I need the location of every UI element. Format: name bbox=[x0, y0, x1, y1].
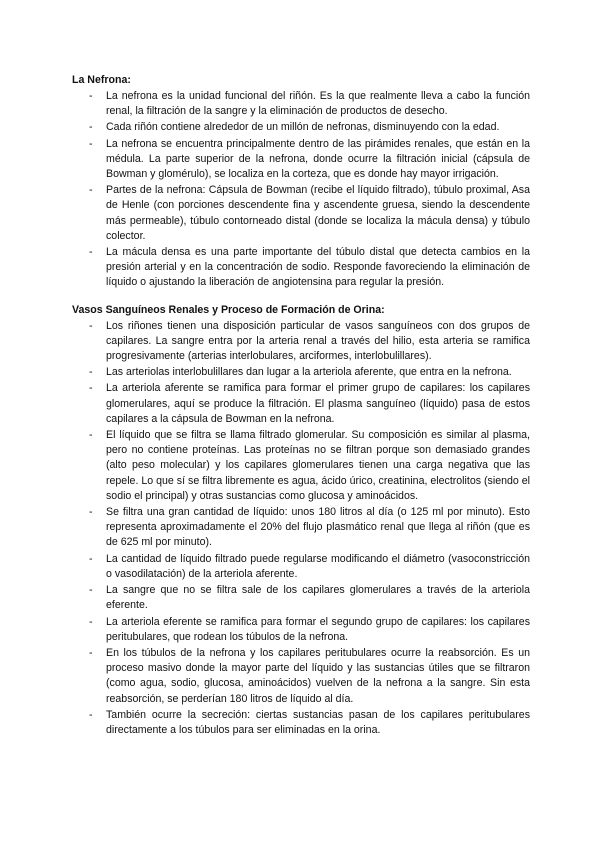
list-item: - La arteriola eferente se ramifica para formar el segundo grupo de capilares: los capilares peritubulares, que rodean los túbulos de la nefrona. bbox=[89, 615, 530, 643]
list-item: - La arteriola aferente se ramifica para formar el primer grupo de capilares: los capilares glomerulares, aquí se produce la filtración. El plasma sanguíneo (líquido) pasa de estos capilares a la cápsula de Bowman en la nefrona. bbox=[89, 382, 530, 425]
list-item: - Partes de la nefrona: Cápsula de Bowman (recibe el líquido filtrado), túbulo proximal, Asa de Henle (con porciones descendente fina y ascendente gruesa, siendo la descendente más permeable), túbulo contorneado distal (donde se localiza la mácula densa) y túbulo colector. bbox=[89, 184, 530, 242]
list-item: - La mácula densa es una parte importante del túbulo distal que detecta cambios en la presión arterial y en la concentración de sodio. Responde favoreciendo la eliminación de líquido o ajustando la liberación de angiotensina para regular la presión. bbox=[89, 246, 530, 289]
list-item: - Se filtra una gran cantidad de líquido: unos 180 litros al día (o 125 ml por minuto). Esto representa aproximadamente el 20% del flujo plasmático renal que llega al riñón (que es de 625 ml por minuto). bbox=[89, 506, 530, 549]
list-item: - La sangre que no se filtra sale de los capilares glomerulares a través de la arteriola eferente. bbox=[89, 584, 530, 612]
section-heading: La Nefrona: bbox=[72, 74, 131, 86]
section-nefrona bbox=[72, 73, 530, 291]
list-item: - En los túbulos de la nefrona y los capilares peritubulares ocurre la reabsorción. Es un proceso masivo donde la mayor parte del líquido y las sustancias útiles que se filtraron (como agua, sodio, glucosa, aminoácidos) vuelven de la nefrona a la sangre. Sin esta reabsorción, se perderían 180 litros de líquido al día. bbox=[89, 646, 530, 705]
bullet-list bbox=[72, 319, 530, 738]
list-item: - Los riñones tienen una disposición particular de vasos sanguíneos con dos grupos de capilares. La sangre entra por la arteria renal a través del hilio, esta arteria se ramifica progresivamente (arterias interlobulares, arciformes, interlobulillares). bbox=[89, 319, 530, 363]
list-item: - También ocurre la secreción: ciertas sustancias pasan de los capilares peritubulares directamente a los túbulos para ser eliminadas en la orina. bbox=[89, 708, 530, 736]
list-item: - El líquido que se filtra se llama filtrado glomerular. Su composición es similar al plasma, pero no contiene proteínas. Las proteínas no se filtran porque son demasiado grandes (alto peso molecular) y los capilares glomerulares tienen una carga negativa que las repele. Lo que sí se filtra libremente es agua, ácido úrico, creatinina, electrolitos (siendo el sodio el principal) y otras sustancias como glucosa y aminoácidos. bbox=[89, 429, 530, 502]
list-item: - Las arteriolas interlobulillares dan lugar a la arteriola aferente, que entra en la nefrona. bbox=[89, 366, 512, 379]
section-vasos bbox=[72, 303, 530, 738]
list-item: - La cantidad de líquido filtrado puede regularse modificando el diámetro (vasoconstricción o vasodilatación) de la arteriola aferente. bbox=[89, 552, 530, 580]
list-item: - La nefrona se encuentra principalmente dentro de las pirámides renales, que están en la médula. La parte superior de la nefrona, donde ocurre la filtración inicial (cápsula de Bowman y glomérulo), se localiza en la corteza, que es donde hay mayor irrigación. bbox=[89, 137, 530, 181]
bullet-list bbox=[72, 89, 530, 291]
section-heading: Vasos Sanguíneos Renales y Proceso de Formación de Orina: bbox=[72, 303, 385, 316]
list-item: - La nefrona es la unidad funcional del riñón. Es la que realmente lleva a cabo la función renal, la filtración de la sangre y la eliminación de productos de desecho. bbox=[89, 90, 530, 118]
list-item: - Cada riñón contiene alrededor de un millón de nefronas, disminuyendo con la edad. bbox=[89, 121, 500, 134]
